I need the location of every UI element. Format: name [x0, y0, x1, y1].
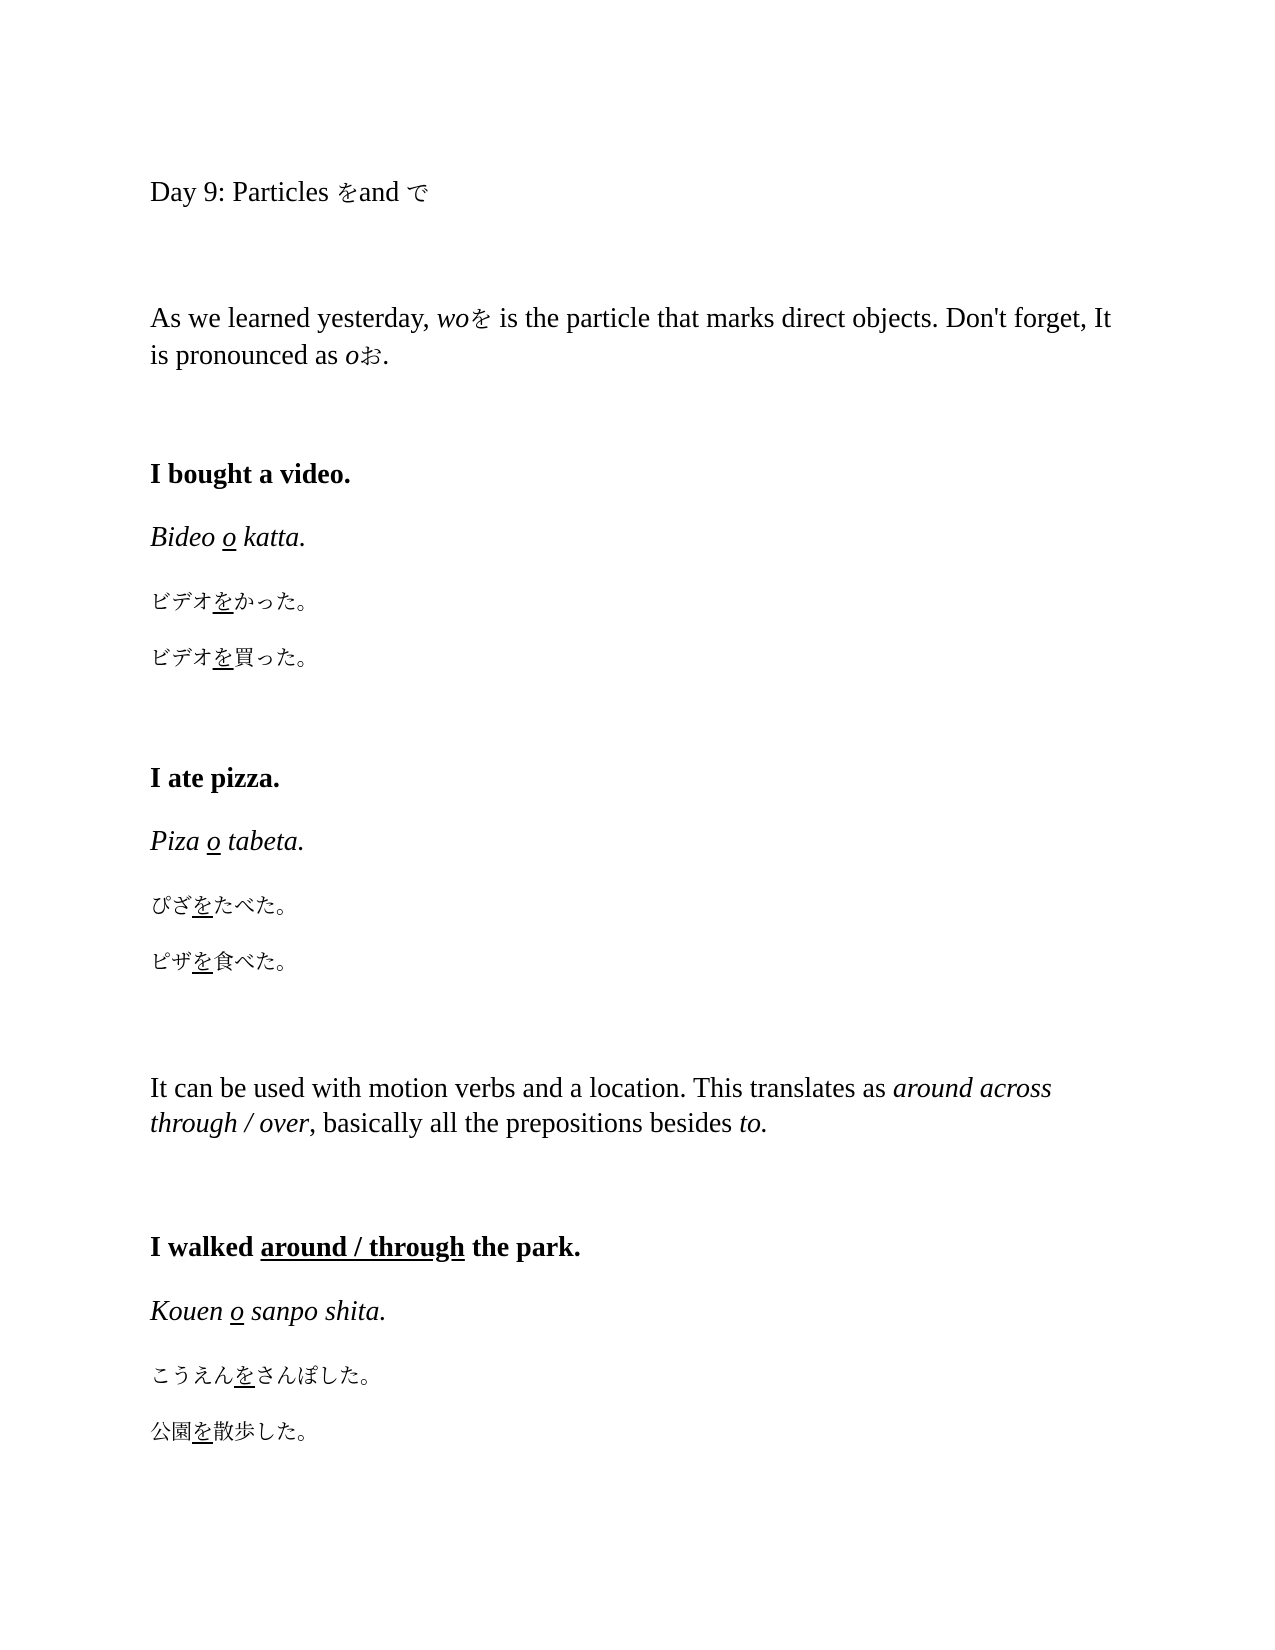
- kanji-particle: を: [192, 1420, 213, 1444]
- romaji-pre: Kouen: [150, 1296, 231, 1327]
- kana-pre: ビデオ: [150, 590, 213, 614]
- example-2-kanji: [150, 948, 297, 976]
- intro-o-kana: お: [359, 344, 383, 370]
- example-2-kana: [150, 892, 297, 920]
- romaji-particle: o: [222, 522, 237, 553]
- kanji-post: 散歩した。: [213, 1420, 318, 1444]
- kanji-pre: 公園: [150, 1420, 192, 1444]
- example-3-romaji: [150, 1295, 386, 1329]
- kana-post: たべた。: [213, 894, 297, 918]
- title-and: and: [358, 177, 407, 208]
- english-post: the park.: [464, 1232, 581, 1263]
- example-2-english: I ate pizza.: [150, 763, 280, 794]
- motion-prepositions: around across through / over: [150, 1073, 1052, 1139]
- kanji-post: 食べた。: [213, 950, 297, 974]
- intro-wo-kana: を: [469, 307, 493, 333]
- kana-particle: を: [212, 590, 234, 614]
- romaji-pre: Bideo: [150, 522, 223, 553]
- motion-text-2: , basically all the prepositions besides: [309, 1108, 740, 1139]
- intro-text-3: .: [382, 340, 390, 371]
- kana-post: かった。: [233, 590, 318, 614]
- romaji-post: tabeta.: [220, 826, 305, 857]
- example-1-kana: [150, 588, 318, 616]
- intro-wo-romaji: wo: [436, 303, 470, 334]
- page-title: [150, 176, 429, 211]
- title-prefix: Day 9: Particles: [150, 177, 336, 208]
- title-de: で: [406, 181, 430, 207]
- intro-text-1: As we learned yesterday,: [150, 303, 437, 334]
- motion-text-1: It can be used with motion verbs and a location. This translates as: [150, 1073, 893, 1104]
- kanji-pre: ビデオ: [150, 646, 213, 670]
- intro-paragraph: [150, 301, 1130, 375]
- kana-pre: こうえん: [150, 1364, 234, 1388]
- kana-particle: を: [192, 894, 213, 918]
- example-1-english: I bought a video.: [150, 459, 351, 490]
- romaji-post: katta.: [236, 522, 307, 553]
- kana-particle: を: [234, 1364, 255, 1388]
- example-3-kanji: [150, 1418, 318, 1446]
- kana-post: さんぽした。: [255, 1364, 381, 1388]
- intro-o-romaji: o: [345, 340, 360, 371]
- motion-to: to.: [739, 1108, 768, 1139]
- kanji-pre: ピザ: [150, 950, 192, 974]
- romaji-post: sanpo shita.: [244, 1296, 387, 1327]
- motion-paragraph: [150, 1071, 1130, 1141]
- example-1-romaji: [150, 521, 306, 555]
- title-wo: を: [335, 181, 359, 207]
- romaji-particle: o: [230, 1296, 245, 1327]
- intro-text-2: is the particle that marks direct objects. Don't forget, It is pronounced as: [150, 303, 1112, 371]
- example-3-english: [150, 1231, 581, 1265]
- kana-pre: ぴざ: [150, 894, 192, 918]
- kanji-particle: を: [192, 950, 213, 974]
- kanji-particle: を: [212, 646, 234, 670]
- english-pre: I walked: [150, 1232, 261, 1263]
- english-underlined: around / through: [260, 1232, 465, 1263]
- romaji-pre: Piza: [150, 826, 207, 857]
- example-1-kanji: [150, 644, 318, 672]
- kanji-post: 買った。: [233, 646, 318, 670]
- romaji-particle: o: [206, 826, 221, 857]
- example-2-romaji: [150, 825, 305, 859]
- example-3-kana: [150, 1362, 381, 1390]
